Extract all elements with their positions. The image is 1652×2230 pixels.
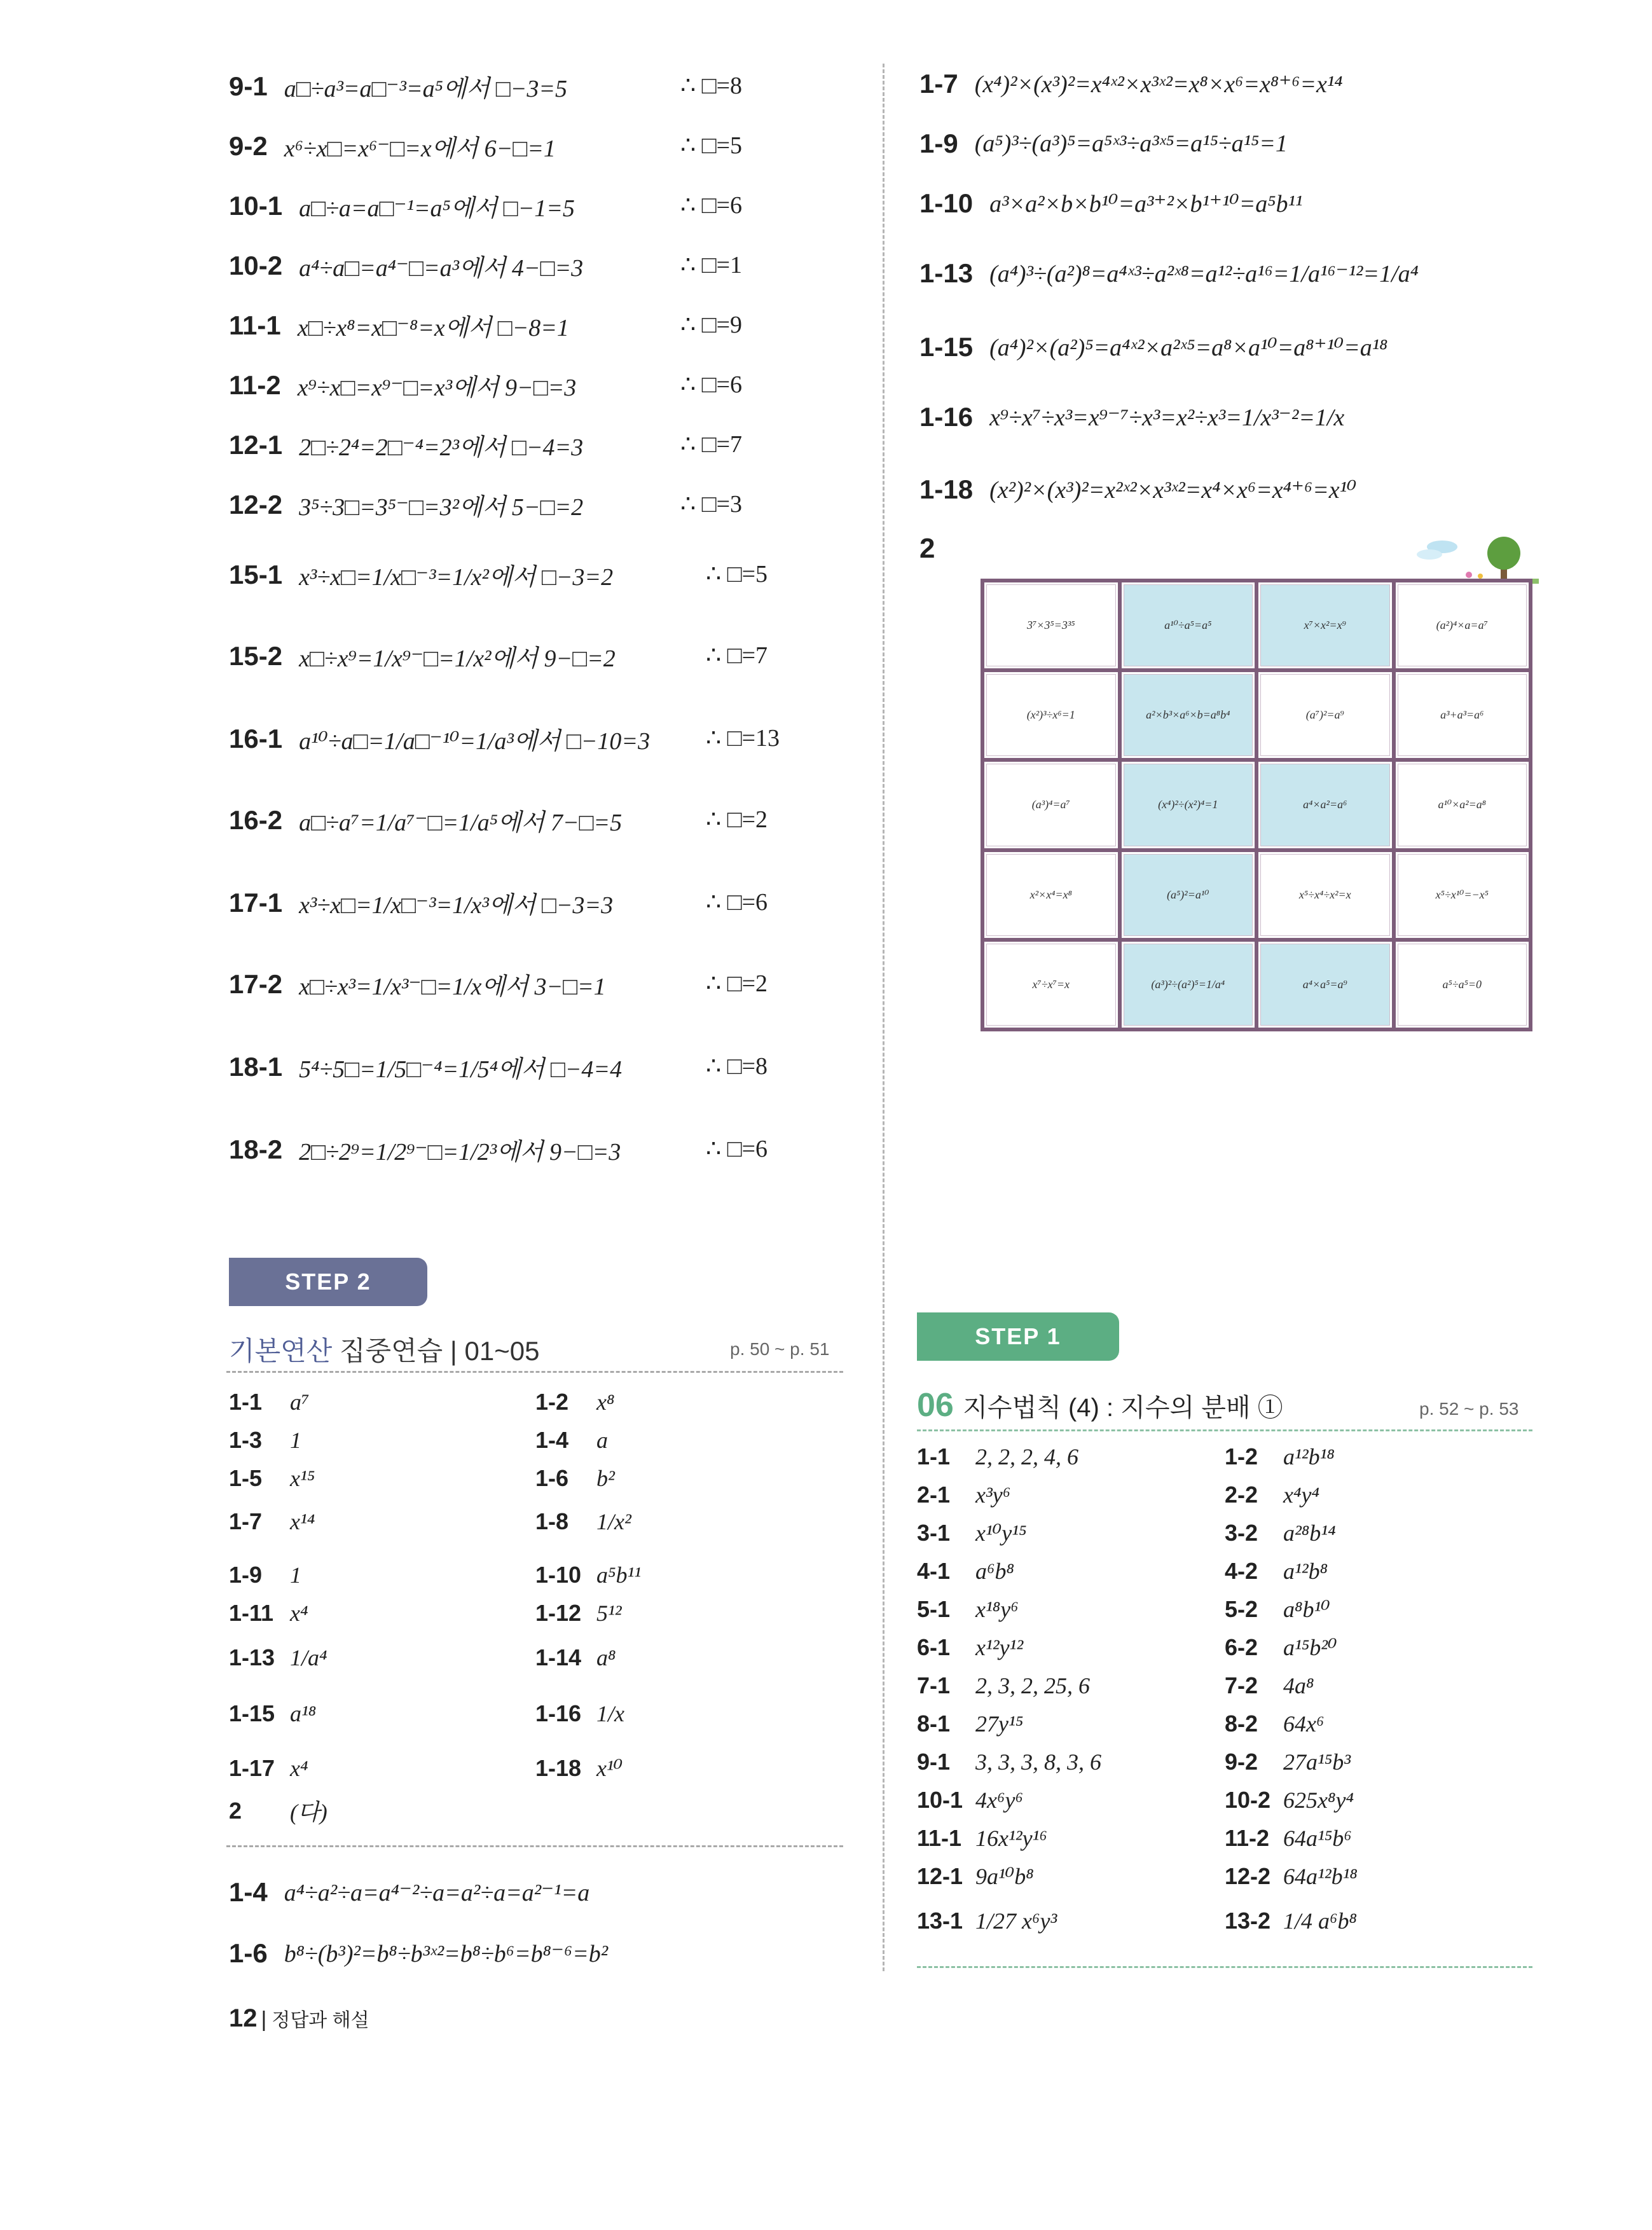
answer-item bbox=[1225, 1749, 1351, 1775]
step2-title-main: 기본연산 bbox=[229, 1336, 333, 1366]
problem-equation: (x²)²×(x³)²=x²ˣ²×x³ˣ²=x⁴×x⁶=x⁴⁺⁶=x¹⁰ bbox=[989, 476, 1357, 504]
answer-label: 8-1 bbox=[917, 1710, 951, 1737]
answer-label: 1-2 bbox=[1225, 1443, 1258, 1469]
problem-label: 17-2 bbox=[229, 968, 283, 999]
answer-label: 1-17 bbox=[229, 1755, 275, 1781]
answer-value: a⁸ bbox=[596, 1645, 616, 1670]
answer-value: a⁶b⁸ bbox=[975, 1559, 1015, 1584]
answer-item bbox=[535, 1562, 641, 1588]
page-number: 12 bbox=[229, 2004, 258, 2032]
answer-label: 4-1 bbox=[917, 1558, 951, 1584]
problem-answer: ∴ □=6 bbox=[680, 371, 743, 398]
answer-value: 1/4 a⁶b⁸ bbox=[1283, 1908, 1358, 1934]
puzzle-cell: x⁵÷x⁴÷x²=x bbox=[1258, 852, 1392, 938]
answer-value: a bbox=[596, 1428, 608, 1453]
answer-item bbox=[1225, 1443, 1335, 1470]
answer-item bbox=[229, 1644, 327, 1671]
problem-row bbox=[229, 188, 575, 223]
problem-equation: x³÷x□=1/x□⁻³=1/x²에서 □−3=2 bbox=[299, 564, 614, 591]
answer-label: 1-9 bbox=[229, 1562, 263, 1588]
problem-answer: ∴ □=6 bbox=[680, 192, 743, 219]
problem-row bbox=[229, 885, 613, 920]
answer-label: 1-8 bbox=[535, 1508, 569, 1534]
answer-label: 3-2 bbox=[1225, 1520, 1258, 1546]
problem-label: 10-1 bbox=[229, 190, 283, 221]
answer-item bbox=[229, 1389, 310, 1415]
problem-row bbox=[919, 188, 1302, 219]
problem-label: 15-1 bbox=[229, 559, 283, 589]
answer-value: 2, 3, 2, 25, 6 bbox=[975, 1673, 1090, 1698]
answer-item bbox=[917, 1863, 1034, 1890]
problem-equation: x³÷x□=1/x□⁻³=1/x³에서 □−3=3 bbox=[299, 892, 614, 919]
problem-answer: ∴ □=7 bbox=[680, 431, 743, 458]
puzzle-cell: a¹⁰÷a⁵=a⁵ bbox=[1122, 582, 1255, 668]
tree-icon bbox=[1487, 537, 1520, 570]
answer-item bbox=[1225, 1634, 1337, 1661]
answer-label: 6-1 bbox=[917, 1634, 951, 1660]
flower-icon bbox=[1478, 574, 1483, 579]
problem-label: 18-2 bbox=[229, 1134, 283, 1164]
solution-equation: b⁸÷(b³)²=b⁸÷b³ˣ²=b⁸÷b⁶=b⁸⁻⁶=b² bbox=[284, 1940, 609, 1967]
step2-title-sub: 집중연습 | 01~05 bbox=[332, 1336, 540, 1366]
answer-item bbox=[917, 1710, 1023, 1737]
problem-equation: x□÷x⁸=x□⁻⁸=x에서 □−8=1 bbox=[297, 315, 569, 341]
answer-item bbox=[1225, 1558, 1328, 1585]
problem-label: 9-2 bbox=[229, 130, 268, 161]
problem-label: 12-2 bbox=[229, 489, 283, 520]
problem-answer: ∴ □=5 bbox=[680, 132, 743, 159]
step1-section-title: 지수법칙 (4) : 지수의 분배 ① bbox=[963, 1394, 1283, 1422]
problem-row bbox=[229, 802, 622, 837]
problem-row bbox=[229, 128, 556, 163]
puzzle-grid bbox=[981, 579, 1532, 1031]
answer-value: 1/27 x⁶y³ bbox=[975, 1908, 1057, 1934]
problem-equation: a¹⁰÷a□=1/a□⁻¹⁰=1/a³에서 □−10=3 bbox=[299, 728, 650, 755]
answer-value: b² bbox=[596, 1466, 615, 1491]
puzzle-cell: a⁴×a²=a⁶ bbox=[1258, 762, 1392, 848]
answer-value: a⁷ bbox=[290, 1389, 310, 1415]
answer-item bbox=[917, 1672, 1090, 1699]
problem-row bbox=[229, 368, 576, 403]
problem-equation: a□÷a⁷=1/a⁷⁻□=1/a⁵에서 7−□=5 bbox=[299, 809, 623, 836]
answer-label: 1-15 bbox=[229, 1700, 275, 1726]
problem-equation: x□÷x³=1/x³⁻□=1/x에서 3−□=1 bbox=[299, 974, 606, 1000]
answer-label: 6-2 bbox=[1225, 1634, 1258, 1660]
puzzle-cell: 3⁷×3⁵=3³⁵ bbox=[984, 582, 1118, 668]
puzzle-cell: (x²)³÷x⁶=1 bbox=[984, 672, 1118, 758]
problem-label: 10-2 bbox=[229, 250, 283, 280]
problem-row bbox=[229, 487, 583, 522]
problem-row bbox=[229, 308, 569, 343]
answer-label: 3-1 bbox=[917, 1520, 951, 1546]
answer-item bbox=[535, 1389, 615, 1415]
answer-label: 9-2 bbox=[1225, 1749, 1258, 1775]
answer-value: x⁸ bbox=[596, 1389, 615, 1415]
answer-item bbox=[917, 1634, 1023, 1661]
problem-row bbox=[229, 721, 650, 756]
answer-item bbox=[1225, 1825, 1352, 1852]
problem-equation: a³×a²×b×b¹⁰=a³⁺²×b¹⁺¹⁰=a⁵b¹¹ bbox=[989, 190, 1303, 217]
answer-value: 64a¹⁵b⁶ bbox=[1283, 1826, 1352, 1851]
answer-label: 2 bbox=[229, 1797, 242, 1824]
answer-value: x¹⁰ bbox=[596, 1756, 623, 1781]
puzzle-cell: (a³)⁴=a⁷ bbox=[984, 762, 1118, 848]
answer-value: a¹⁸ bbox=[290, 1701, 317, 1726]
answer-label: 1-3 bbox=[229, 1427, 263, 1453]
answer-item bbox=[1225, 1710, 1325, 1737]
page-footer bbox=[229, 2004, 369, 2033]
footer-bar: | bbox=[261, 2007, 267, 2032]
puzzle-cell: a⁵÷a⁵=0 bbox=[1396, 942, 1529, 1028]
answer-item bbox=[1225, 1863, 1358, 1890]
problem-row bbox=[919, 258, 1419, 289]
answer-label: 7-2 bbox=[1225, 1672, 1258, 1698]
problem-equation: 5⁴÷5□=1/5□⁻⁴=1/5⁴에서 □−4=4 bbox=[299, 1056, 623, 1083]
answer-value: x⁴ bbox=[290, 1600, 308, 1626]
answer-item bbox=[229, 1427, 301, 1454]
puzzle-cell: (a²)⁴×a=a⁷ bbox=[1396, 582, 1529, 668]
answer-value: a²⁸b¹⁴ bbox=[1283, 1520, 1336, 1546]
problem-answer: ∴ □=8 bbox=[706, 1053, 768, 1080]
problem-label: 16-2 bbox=[229, 804, 283, 835]
answer-label: 1-12 bbox=[535, 1600, 582, 1626]
puzzle-cell: a⁴×a⁵=a⁹ bbox=[1258, 942, 1392, 1028]
problem-label: 9-1 bbox=[229, 71, 268, 101]
answer-label: 1-7 bbox=[229, 1508, 263, 1534]
answer-value: x⁴y⁴ bbox=[1283, 1482, 1319, 1508]
problem-equation: 2□÷2⁹=1/2⁹⁻□=1/2³에서 9−□=3 bbox=[299, 1139, 621, 1166]
answer-item bbox=[917, 1482, 1010, 1508]
answer-value: a¹²b⁸ bbox=[1283, 1559, 1328, 1584]
answer-value: 3, 3, 3, 8, 3, 6 bbox=[975, 1749, 1101, 1775]
cloud-icon bbox=[1417, 549, 1442, 560]
problem-equation: x⁹÷x□=x⁹⁻□=x³에서 9−□=3 bbox=[297, 375, 577, 401]
answer-label: 1-18 bbox=[535, 1755, 582, 1781]
problem-row bbox=[229, 557, 613, 592]
answer-value: 27a¹⁵b³ bbox=[1283, 1749, 1351, 1775]
problem-equation: (a⁵)³÷(a³)⁵=a⁵ˣ³÷a³ˣ⁵=a¹⁵÷a¹⁵=1 bbox=[974, 130, 1288, 157]
problem-answer: ∴ □=2 bbox=[706, 806, 768, 833]
problem-equation: a□÷a=a□⁻¹=a⁵에서 □−1=5 bbox=[299, 195, 575, 222]
problem-label: 1-10 bbox=[919, 188, 974, 218]
answer-item bbox=[535, 1427, 608, 1454]
problem-equation: 3⁵÷3□=3⁵⁻□=3²에서 5−□=2 bbox=[299, 494, 584, 521]
problem-row bbox=[919, 332, 1387, 362]
puzzle-cell: (a³)²÷(a²)⁵=1/a⁴ bbox=[1122, 942, 1255, 1028]
step1-title bbox=[917, 1386, 1283, 1424]
problem-answer: ∴ □=1 bbox=[680, 252, 743, 279]
answer-item bbox=[1225, 1787, 1354, 1814]
answer-value: a⁵b¹¹ bbox=[596, 1562, 642, 1588]
answer-value: 625x⁸y⁴ bbox=[1283, 1787, 1354, 1813]
problem-row bbox=[229, 1049, 622, 1084]
problem-row bbox=[919, 128, 1288, 159]
problem-label: 1-7 bbox=[919, 69, 958, 99]
answer-value: 16x¹²y¹⁶ bbox=[975, 1826, 1047, 1851]
problem-label: 15-2 bbox=[229, 640, 283, 671]
problem-label: 16-1 bbox=[229, 723, 283, 754]
answer-item bbox=[535, 1644, 616, 1671]
answer-value: x¹⁸y⁶ bbox=[975, 1597, 1019, 1622]
answer-value: 1/x² bbox=[596, 1509, 631, 1534]
answer-label: 12-1 bbox=[917, 1863, 963, 1889]
answer-value: 64x⁶ bbox=[1283, 1711, 1325, 1737]
answer-label: 1-4 bbox=[535, 1427, 569, 1453]
problem-row bbox=[229, 1132, 621, 1167]
answer-item bbox=[229, 1465, 315, 1492]
answer-label: 11-1 bbox=[917, 1825, 962, 1851]
problem-label: 1-15 bbox=[919, 332, 974, 362]
problem-answer: ∴ □=2 bbox=[706, 970, 768, 997]
answer-value: x¹⁰y¹⁵ bbox=[975, 1520, 1027, 1546]
step1-section-number: 06 bbox=[917, 1387, 954, 1424]
answer-label: 1-6 bbox=[535, 1465, 569, 1491]
problem-answer: ∴ □=8 bbox=[680, 72, 743, 99]
step2-divider-bottom bbox=[226, 1845, 843, 1847]
puzzle-cell: (x⁴)²÷(x²)⁴=1 bbox=[1122, 762, 1255, 848]
puzzle-cell: (a⁷)²=a⁹ bbox=[1258, 672, 1392, 758]
answer-value: 64a¹²b¹⁸ bbox=[1283, 1864, 1358, 1889]
answer-item bbox=[1225, 1596, 1330, 1623]
answer-item bbox=[917, 1908, 1057, 1934]
tree-clouds-decoration bbox=[1405, 535, 1539, 584]
step2-tab: STEP 2 bbox=[229, 1258, 427, 1306]
answer-value: a⁸b¹⁰ bbox=[1283, 1597, 1330, 1622]
answer-item bbox=[229, 1562, 301, 1588]
problem-row bbox=[229, 967, 606, 1001]
answer-item bbox=[917, 1825, 1047, 1852]
step1-divider-bottom bbox=[917, 1966, 1532, 1968]
answer-item bbox=[229, 1600, 308, 1627]
answer-label: 2-2 bbox=[1225, 1482, 1258, 1508]
answer-item bbox=[535, 1700, 624, 1727]
problem-equation: x□÷x⁹=1/x⁹⁻□=1/x²에서 9−□=2 bbox=[299, 645, 616, 672]
problem-equation: (a⁴)³÷(a²)⁸=a⁴ˣ³÷a²ˣ⁸=a¹²÷a¹⁶=1/a¹⁶⁻¹²=1/a⁴ bbox=[989, 260, 1419, 287]
problem-equation: 2□÷2⁴=2□⁻⁴=2³에서 □−4=3 bbox=[299, 434, 584, 461]
step2-pages: p. 50 ~ p. 51 bbox=[730, 1339, 830, 1359]
answer-label: 1-1 bbox=[229, 1389, 263, 1415]
answer-item bbox=[1225, 1672, 1314, 1699]
problem-answer: ∴ □=9 bbox=[680, 312, 743, 338]
problem-equation: a⁴÷a□=a⁴⁻□=a³에서 4−□=3 bbox=[299, 255, 584, 282]
answer-item bbox=[1225, 1482, 1319, 1508]
problem-row bbox=[919, 402, 1344, 432]
answer-label: 7-1 bbox=[917, 1672, 951, 1698]
answer-label: 12-2 bbox=[1225, 1863, 1271, 1889]
answer-item bbox=[229, 1700, 316, 1727]
answer-item bbox=[535, 1600, 622, 1627]
footer-text: 정답과 해설 bbox=[272, 2010, 369, 2031]
answer-label: 9-1 bbox=[917, 1749, 951, 1775]
answer-label: 10-2 bbox=[1225, 1787, 1271, 1813]
answer-label: 1-11 bbox=[229, 1600, 274, 1626]
problem-equation: x⁹÷x⁷÷x³=x⁹⁻⁷÷x³=x²÷x³=1/x³⁻²=1/x bbox=[989, 404, 1345, 431]
answer-item bbox=[917, 1787, 1023, 1814]
puzzle-cell: (a⁵)²=a¹⁰ bbox=[1122, 852, 1255, 938]
answer-value: 9a¹⁰b⁸ bbox=[975, 1864, 1034, 1889]
problem-label: 17-1 bbox=[229, 887, 283, 918]
problem-row bbox=[229, 427, 583, 462]
answer-item bbox=[229, 1755, 308, 1782]
solution-equation: a⁴÷a²÷a=a⁴⁻²÷a=a²÷a=a²⁻¹=a bbox=[284, 1879, 590, 1906]
answer-item bbox=[535, 1755, 623, 1782]
problem-answer: ∴ □=5 bbox=[706, 561, 768, 588]
step1-tab: STEP 1 bbox=[917, 1312, 1119, 1361]
step2-divider-top bbox=[226, 1371, 843, 1373]
answer-value: 1/x bbox=[596, 1701, 624, 1726]
answer-label: 2-1 bbox=[917, 1482, 951, 1508]
puzzle-cell: x⁵÷x¹⁰=−x⁵ bbox=[1396, 852, 1529, 938]
solution-label: 1-6 bbox=[229, 1938, 268, 1968]
answer-label: 11-2 bbox=[1225, 1825, 1270, 1851]
flower-icon bbox=[1466, 572, 1472, 578]
answer-item bbox=[535, 1508, 631, 1535]
answer-label: 13-1 bbox=[917, 1908, 963, 1934]
problem-answer: ∴ □=3 bbox=[680, 491, 743, 518]
answer-label: 1-10 bbox=[535, 1562, 582, 1588]
answer-label: 4-2 bbox=[1225, 1558, 1258, 1584]
answer-label: 13-2 bbox=[1225, 1908, 1271, 1934]
problem-equation: (x⁴)²×(x³)²=x⁴ˣ²×x³ˣ²=x⁸×x⁶=x⁸⁺⁶=x¹⁴ bbox=[974, 71, 1343, 98]
problem-label: 1-18 bbox=[919, 474, 974, 504]
problem-row bbox=[229, 248, 583, 283]
answer-item bbox=[229, 1794, 327, 1827]
problem-answer: ∴ □=7 bbox=[706, 642, 768, 669]
answer-item bbox=[917, 1520, 1027, 1546]
puzzle-cell: a²×b³×a⁶×b=a⁸b⁴ bbox=[1122, 672, 1255, 758]
problem-label: 12-1 bbox=[229, 429, 283, 460]
problem-equation: (a⁴)²×(a²)⁵=a⁴ˣ²×a²ˣ⁵=a⁸×a¹⁰=a⁸⁺¹⁰=a¹⁸ bbox=[989, 334, 1388, 361]
problem-label: 1-13 bbox=[919, 258, 974, 288]
puzzle-cell: a³+a³=a⁶ bbox=[1396, 672, 1529, 758]
problem-row bbox=[919, 69, 1342, 99]
puzzle-label: 2 bbox=[919, 533, 935, 564]
answer-value: 4a⁸ bbox=[1283, 1673, 1314, 1698]
answer-item bbox=[917, 1596, 1019, 1623]
answer-value: x⁴ bbox=[290, 1756, 308, 1781]
puzzle-cell: x²×x⁴=x⁸ bbox=[984, 852, 1118, 938]
answer-item bbox=[1225, 1908, 1357, 1934]
answer-label: 5-1 bbox=[917, 1596, 951, 1622]
solution-row bbox=[229, 1877, 589, 1908]
step1-pages: p. 52 ~ p. 53 bbox=[1419, 1399, 1519, 1419]
problem-label: 1-16 bbox=[919, 402, 974, 432]
problem-label: 11-1 bbox=[229, 310, 281, 340]
problem-label: 1-9 bbox=[919, 128, 958, 158]
answer-value: a¹²b¹⁸ bbox=[1283, 1444, 1335, 1469]
solution-label: 1-4 bbox=[229, 1877, 268, 1907]
answer-item bbox=[229, 1508, 315, 1535]
answer-label: 5-2 bbox=[1225, 1596, 1258, 1622]
answer-value: x¹²y¹² bbox=[975, 1635, 1024, 1660]
solution-row bbox=[229, 1938, 608, 1969]
problem-equation: a□÷a³=a□⁻³=a⁵에서 □−3=5 bbox=[284, 76, 567, 102]
answer-item bbox=[917, 1749, 1101, 1775]
problem-equation: x⁶÷x□=x⁶⁻□=x에서 6−□=1 bbox=[284, 135, 556, 162]
answer-item bbox=[535, 1465, 615, 1492]
answer-value: 1/a⁴ bbox=[290, 1645, 327, 1670]
puzzle-cell: x⁷÷x⁷=x bbox=[984, 942, 1118, 1028]
answer-value: 4x⁶y⁶ bbox=[975, 1787, 1023, 1813]
step1-divider-top bbox=[917, 1429, 1532, 1431]
problem-row bbox=[229, 69, 567, 104]
answer-value: 1 bbox=[290, 1428, 301, 1453]
answer-item bbox=[917, 1443, 1078, 1470]
problem-answer: ∴ □=6 bbox=[706, 889, 768, 916]
answer-item bbox=[917, 1558, 1014, 1585]
answer-label: 10-1 bbox=[917, 1787, 963, 1813]
answer-label: 8-2 bbox=[1225, 1710, 1258, 1737]
answer-value: 2, 2, 2, 4, 6 bbox=[975, 1444, 1078, 1469]
answer-label: 1-16 bbox=[535, 1700, 582, 1726]
problem-label: 11-2 bbox=[229, 369, 281, 400]
answer-value: x¹⁵ bbox=[290, 1466, 315, 1491]
answer-label: 1-13 bbox=[229, 1644, 275, 1670]
answer-label: 1-14 bbox=[535, 1644, 582, 1670]
answer-label: 1-5 bbox=[229, 1465, 263, 1491]
answer-label: 1-1 bbox=[917, 1443, 951, 1469]
problem-answer: ∴ □=6 bbox=[706, 1136, 768, 1162]
puzzle-cell: x⁷×x²=x⁹ bbox=[1258, 582, 1392, 668]
answer-value: (다) bbox=[290, 1800, 327, 1825]
column-divider bbox=[883, 64, 885, 1971]
problem-answer: ∴ □=13 bbox=[706, 725, 780, 752]
puzzle-cell: a¹⁰×a²=a⁸ bbox=[1396, 762, 1529, 848]
answer-value: 27y¹⁵ bbox=[975, 1711, 1024, 1737]
answer-value: 5¹² bbox=[596, 1600, 622, 1626]
answer-value: a¹⁵b²⁰ bbox=[1283, 1635, 1337, 1660]
problem-row bbox=[229, 638, 616, 673]
problem-label: 18-1 bbox=[229, 1051, 283, 1082]
answer-value: x³y⁶ bbox=[975, 1482, 1011, 1508]
answer-value: x¹⁴ bbox=[290, 1509, 315, 1534]
answer-label: 1-2 bbox=[535, 1389, 569, 1415]
step2-title bbox=[229, 1330, 539, 1368]
problem-row bbox=[919, 474, 1356, 505]
answer-item bbox=[1225, 1520, 1336, 1546]
answer-value: 1 bbox=[290, 1562, 301, 1588]
